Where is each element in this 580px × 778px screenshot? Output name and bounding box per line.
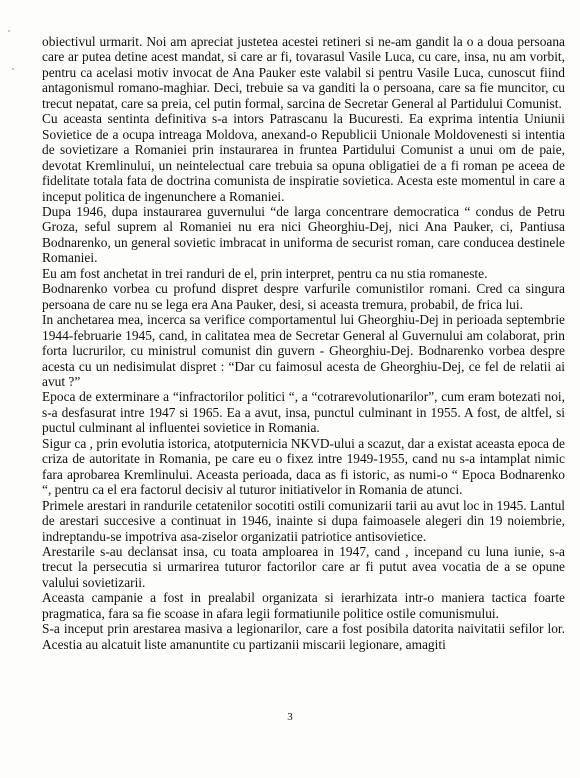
paragraph: In anchetarea mea, incerca sa verifice comportamentul lui Gheorghiu-Dej in perioada septembrie 1944-februarie 1945, cand, in calitatea mea de Secretar General al Guvernului am colaborat, prin forta lucrurilor, cu ministrul comunist din guvern - Gheorghiu-Dej. Bodnarenko vorbea despre acesta cu un nedisimulat dispret : “Dar cu faimosul acesta de Gheorghiu-Dej, ce fel de relatii ai avut ?”	[42, 312, 565, 389]
paragraph: Epoca de exterminare a “infractorilor politici “, a “cotrarevolutionarilor”, cum eram botezati noi, s-a desfasurat intre 1947 si 1965. Ea a avut, insa, punctul culminant in 1955. A fost, de altfel, si puctul culminant al influentei sovietice in Romania.	[42, 389, 565, 436]
body-text	[42, 34, 565, 652]
paragraph: obiectivul urmarit. Noi am apreciat justetea acestei retineri si ne-am gandit la o a doua persoana care ar putea detine acest mandat, si care ar fi, tovarasul Vasile Luca, cu care, insa, nu am vorbit, pentru ca acelasi motiv invocat de Ana Pauker este valabil si pentru Vasile Luca, cunoscut fiind antagonismul romano-maghiar. Deci, trebuie sa va ganditi la o persoana, care sa fie muncitor, cu trecut nepatat, care sa preia, cel putin formal, sarcina de Secretar General al Partidului Comunist.	[42, 34, 565, 111]
page-number: 3	[287, 711, 293, 723]
paragraph: Primele arestari in randurile cetatenilor socotiti ostili comunizarii tarii au avut loc in 1945. Lantul de arestari succesive a continuat in 1946, inainte si dupa faimoasele alegeri din 19 noiembrie, indreptandu-se impotriva asa-ziselor organizatii patriotice antisovietice.	[42, 497, 565, 544]
paragraph: Arestarile s-au declansat insa, cu toata amploarea in 1947, cand , incepand cu luna iunie, s-a trecut la persecutia si urmarirea tuturor factorilor care ar fi putut avea vocatia de a se opune valului sovietizarii.	[42, 543, 565, 590]
paragraph: Dupa 1946, dupa instaurarea guvernului “de larga concentrare democratica “ condus de Petru Groza, seful suprem al Romaniei nu era nici Gheorghiu-Dej, nici Ana Pauker, ci, Pantiusa Bodnarenko, un general sovietic imbracat in uniforma de securist roman, care conducea destinele Romaniei.	[42, 203, 565, 266]
paragraph: S-a inceput prin arestarea masiva a legionarilor, care a fost posibila datorita naivitatii sefilor lor. Acestia au alcatuit liste amanuntite cu partizanii miscarii legionare, amagiti	[42, 621, 565, 652]
paragraph: Cu aceasta sentinta definitiva s-a intors Patrascanu la Bucuresti. Ea exprima intentia Uniunii Sovietice de a ocupa intreaga Moldova, anexand-o Republicii Unionale Moldovenesti si intentia de sovietizare a Romaniei prin instaurarea in fruntea Partidului Comunist a unui om de paie, devotat Kremlinului, un neintelectual care trebuia sa opuna obligatiei de a fi roman pe aceea de fidelitate totala fata de doctrina comunista de inspiratie sovietica. Acesta este momentul in care a inceput politica de ingenunchere a Romaniei.	[42, 111, 565, 204]
scan-speck	[8, 30, 10, 32]
paragraph: Bodnarenko vorbea cu profund dispret despre varfurile comunistilor romani. Cred ca singura persoana de care nu se lega era Ana Pauker, desi, si aceasta tremura, probabil, de frica lui.	[42, 281, 565, 312]
scan-speck	[12, 68, 14, 70]
paragraph: Aceasta campanie a fost in prealabil organizata si ierarhizata intr-o maniera tactica foarte pragmatica, fara sa fie scoase in afara legii formatiunile politice ostile comunismului.	[42, 590, 565, 621]
paragraph: Eu am fost anchetat in trei randuri de el, prin interpret, pentru ca nu stia romaneste.	[42, 265, 488, 281]
paragraph: Sigur ca , prin evolutia istorica, atotputernicia NKVD-ului a scazut, dar a existat aceasta epoca de criza de autoritate in Romania, pe care eu o fixez intre 1949-1955, cand nu s-a intamplat nimic fara aprobarea Kremlinului. Aceasta perioada, daca as fi istoric, as numi-o “ Epoca Bodnarenko “, pentru ca el era factorul decisiv al tuturor initiativelor in Romania de atunci.	[42, 435, 565, 498]
